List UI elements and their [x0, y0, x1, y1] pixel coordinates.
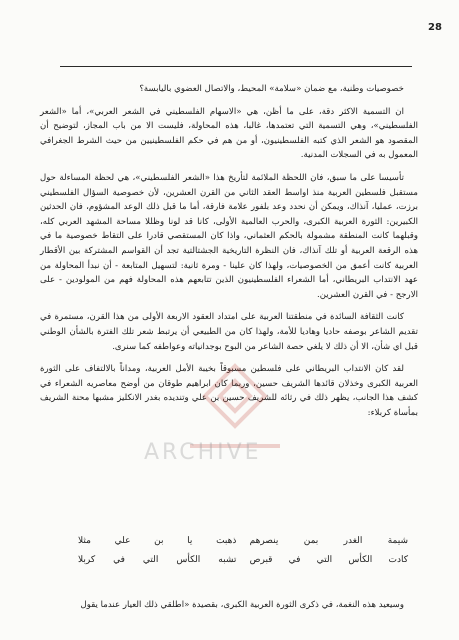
- verse-hemistich-first: كادت الكأس التي في قبرص: [249, 555, 408, 565]
- page-number: 28: [428, 22, 442, 33]
- verse-hemistich-second: تشبه الكأس التي في كربلا: [78, 555, 237, 565]
- poem-verses: [78, 532, 408, 570]
- paragraph-3: تأسيسا على ما سبق، فان اللحظة الملائمة لتأريخ هذا «الشعر الفلسطيني»، هي لحظة المساءلة حول مستقبل فلسطين العربية منذ اواسط العقد الثاني من القرن العشرين، لأن خصوصية السؤال الفلسطيني برزت، عمليا، آنذاك، ويمكن أن نحدد وعد بلفور علامة فارقة، أما ما قبل ذلك الوعد المشؤوم، فان الحدثين الكبيرين: الثورة العربية الكبرى، والحرب العالمية الأولى، كانا قد لونا وظللا مساحة المشهد العربي كله، وقبلهما كانت المنطقة مشمولة بالحكم العثماني، واذا كان المستقصي قادرا على التقاط خصوصية ما في هذه الرقعة العربية أو تلك آنذاك، فان النظرة التاريخية الجشتالتية تجد أن القواسم المشتركة بين الأقطار العربية كانت أعمق من الخصوصيات، ولهذا كان علينا - ومرة ثانية: لتسهيل المتابعة - أن نبدأ المحاولة من عهد الانتداب البريطاني، أما الشعراء الفلسطينيون الذين تتابعهم هذه المحاولة فهم من المولودين - على الارجح - في القرن العشرين.: [40, 172, 418, 300]
- verse-line: [78, 551, 408, 570]
- watermark-text: ARCHIVE: [144, 440, 262, 465]
- closing-paragraph: وسيعيد هذه النغمة، في ذكرى الثورة العربية الكبرى، بقصيدة «اطلقي ذلك العيار عندما يقول: [80, 600, 404, 610]
- paragraph-1: خصوصيات وطنية، مع ضمان «سلامة» المحيط، والاتصال العضوي باليابسة؟: [139, 84, 404, 94]
- paragraph-2: ان التسمية الاكثر دقة، على ما أظن، هي «الاسهام الفلسطيني في الشعر العربي»، أما «الشعر الفلسطيني»، وهي التسمية التي تعتمدها، غالبا، هذه المحاولة، فليست الا من باب المجاز، لتوضيح أن المقصود هو الشعر الذي كتبه الفلسطينيون، أو من هم في حكم الفلسطينيين من حيث الشرط الجغرافي المعمول به في السجلات المدنية.: [40, 106, 418, 161]
- paragraph-5: لقد كان الانتداب البريطاني على فلسطين مسبوقاً بخيبة الأمل العربية، ومداناً بالالتفاف على الثورة العربية الكبرى وخذلان قائدها الشريف حسين، وربما كان ابراهيم طوقان من أوضح معاصريه الشعراء في كشف هذا الجانب، يظهر ذلك في رثائه للشريف حسين بن علي وتنديده بغدر الانكليز مشبها محنة الشريف بمأساة كربلاء:: [40, 364, 418, 418]
- verse-hemistich-first: شيمة الغدر بمن ينصرهم: [249, 536, 408, 546]
- header-rule: [60, 66, 412, 67]
- verse-line: [78, 532, 408, 551]
- paragraph-4: كانت الثقافة السائدة في منطقتنا العربية على امتداد العقود الاربعة الأولى من هذا القرن، مستمرة في تقديم الشاعر بوصفه حاديا وهاديا للأمة، ولهذا كان من الطبيعي أن يرتبط شعر تلك الفترة بالشأن الوطني قبل اي شأن، الا أن ذلك لا يلغي حصة الشاعر من البوح بوجدانياته وعواطفه كما سنرى.: [40, 312, 418, 352]
- verse-hemistich-second: ذهبت يا بن علي مثلا: [78, 536, 237, 546]
